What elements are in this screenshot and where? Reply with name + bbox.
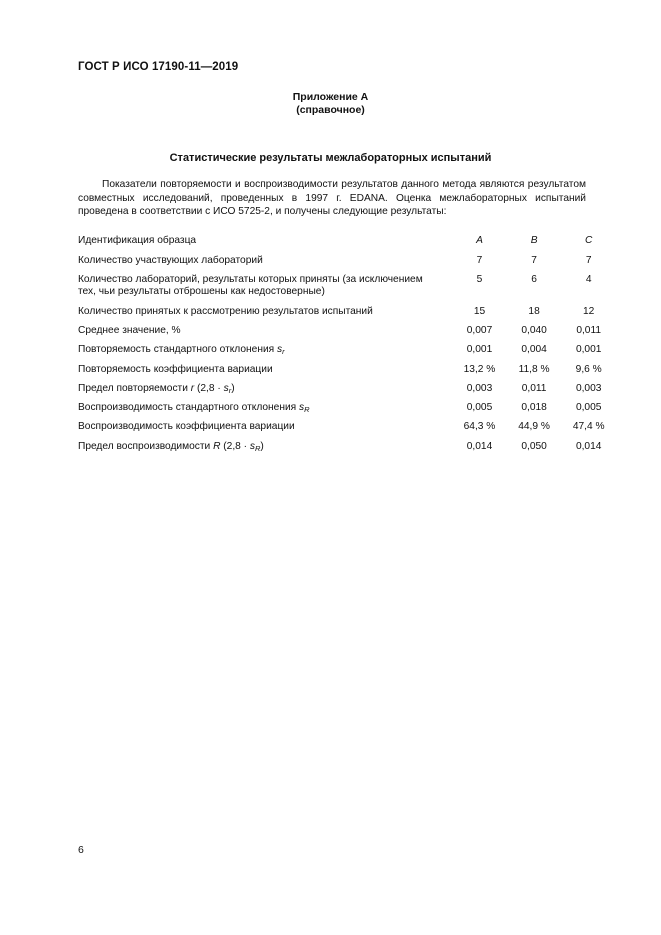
cell-value-c: 0,003 — [575, 382, 602, 394]
table-row — [78, 399, 616, 418]
cell-value-c: 9,6 % — [575, 363, 602, 375]
cell-value-c: 0,001 — [575, 344, 602, 356]
table-header-label: Идентификация образца — [78, 235, 197, 247]
symbol-subscript: R — [304, 405, 310, 415]
cell-value-c: 0,005 — [575, 402, 602, 414]
table-row — [78, 341, 616, 360]
symbol: s — [277, 344, 283, 356]
cell-value-b: 44,9 % — [518, 421, 550, 433]
cell-value-a: 0,005 — [466, 402, 493, 414]
row-label — [78, 341, 452, 360]
annex-title: Приложение А — [292, 91, 369, 103]
row-label-text: Среднее значение, % — [78, 325, 181, 337]
row-label-text: Количество лабораторий, результаты которых приняты (за исключением тех, чьи результаты отброшены как недостоверные) — [78, 273, 423, 298]
cell-value-b: 7 — [531, 254, 537, 266]
cell-value-b: 0,011 — [521, 382, 547, 394]
row-label — [78, 418, 452, 437]
table-row — [78, 302, 616, 321]
cell-value-b: 0,018 — [521, 402, 547, 414]
row-label — [78, 399, 452, 418]
row-label-text: Повторяемость коэффициента вариации — [78, 363, 273, 375]
row-label — [78, 437, 452, 456]
table-header-row — [78, 232, 616, 251]
cell-value-c: 47,4 % — [572, 421, 605, 433]
row-label-text: Воспроизводимость стандартного отклонения — [78, 402, 299, 414]
table-row — [78, 271, 616, 303]
cell-value-a: 0,007 — [466, 325, 493, 337]
row-label-text: Количество участвующих лабораторий — [78, 254, 263, 266]
row-label — [78, 251, 452, 270]
column-c-header: C — [585, 235, 593, 247]
cell-value-a: 15 — [473, 305, 486, 317]
results-table — [78, 232, 616, 457]
row-label-text: Воспроизводимость коэффициента вариации — [78, 421, 295, 433]
table-row — [78, 437, 616, 456]
cell-value-c: 0,014 — [575, 440, 602, 452]
formula-tail: ) — [260, 440, 264, 452]
row-label-text: Предел воспроизводимости — [78, 440, 214, 452]
intro-paragraph: Показатели повторяемости и воспроизводимости результатов данного метода являются результатом совместных исследований, проведенных в 1997 г. EDANA. Оценка межлабораторных испытаний проведена в соответствии с ИСО 5725-2, и получены следующие результаты: — [78, 179, 586, 217]
row-label-text: Повторяемость стандартного отклонения — [78, 344, 277, 356]
cell-value-c: 0,011 — [576, 325, 602, 337]
table-row — [78, 360, 616, 379]
symbol: s — [299, 402, 305, 414]
formula-tail: ) — [231, 382, 235, 394]
cell-value-c: 7 — [585, 254, 592, 266]
cell-value-a: 0,003 — [466, 382, 493, 394]
row-label — [78, 360, 452, 379]
annex-subtitle: (справочное) — [296, 104, 365, 116]
cell-value-a: 13,2 % — [463, 363, 496, 375]
cell-value-b: 0,050 — [521, 440, 547, 452]
cell-value-b: 6 — [531, 273, 537, 285]
formula-mid: (2,8 · — [220, 440, 250, 452]
cell-value-a: 5 — [476, 273, 483, 285]
section-title: Статистические результаты межлабораторных испытаний — [169, 152, 492, 164]
row-label — [78, 271, 452, 303]
table-row — [78, 322, 616, 341]
symbol-subscript: r — [282, 347, 285, 357]
table-row — [78, 379, 616, 398]
annex-heading — [0, 91, 661, 117]
standard-id: ГОСТ Р ИСО 17190-11—2019 — [78, 61, 239, 73]
symbol-subscript: r — [228, 385, 232, 395]
row-label-text: Предел повторяемости — [78, 382, 191, 394]
symbol-secondary: s — [223, 382, 229, 394]
row-label — [78, 379, 452, 398]
cell-value-a: 0,014 — [466, 440, 493, 452]
cell-value-c: 4 — [585, 273, 592, 285]
symbol-secondary: s — [249, 440, 255, 452]
cell-value-a: 0,001 — [466, 344, 493, 356]
column-a-header: A — [476, 235, 483, 247]
cell-value-b: 0,004 — [521, 344, 547, 356]
cell-value-b: 18 — [528, 305, 540, 317]
symbol: R — [213, 440, 221, 452]
cell-value-c: 12 — [583, 305, 595, 317]
symbol: r — [190, 382, 195, 394]
page-number: 6 — [78, 844, 84, 856]
cell-value-a: 64,3 % — [463, 421, 496, 433]
symbol-subscript: R — [254, 443, 261, 453]
cell-value-a: 7 — [476, 254, 483, 266]
table-row — [78, 418, 616, 437]
row-label — [78, 322, 452, 341]
row-label-text: Количество принятых к рассмотрению результатов испытаний — [78, 305, 373, 317]
cell-value-b: 11,8 % — [518, 363, 550, 375]
column-b-header: B — [530, 235, 538, 247]
formula-mid: (2,8 · — [194, 382, 224, 394]
row-label — [78, 302, 452, 321]
table-row — [78, 251, 616, 270]
cell-value-b: 0,040 — [521, 325, 547, 337]
